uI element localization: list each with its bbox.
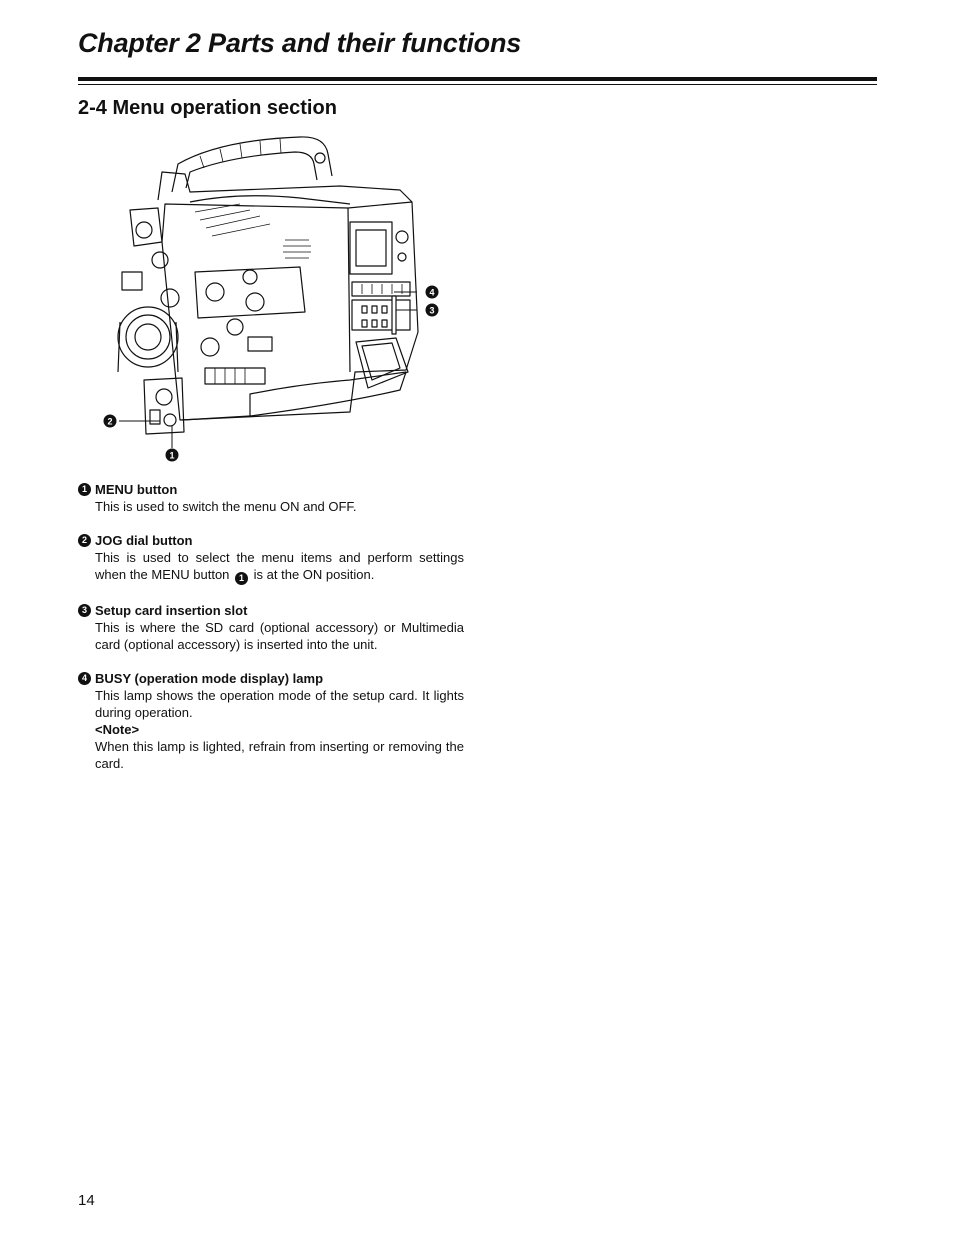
callout-1 [166, 449, 179, 462]
reference-number-badge: 1 [235, 572, 248, 585]
item-title: JOG dial button [95, 533, 193, 548]
item-title: MENU button [95, 482, 178, 497]
camera-drawing [100, 132, 445, 467]
callout-4-label: 4 [429, 287, 435, 298]
callout-2-label: 2 [107, 416, 113, 427]
header-rule-thick [78, 77, 877, 81]
item-description: This lamp shows the operation mode of the setup card. It lights during operation. [95, 688, 464, 720]
section-title: 2-4 Menu operation section [78, 97, 337, 119]
note-label: <Note> [95, 722, 140, 737]
item-number-badge: 1 [78, 483, 91, 496]
item-description-after: is at the ON position. [253, 567, 375, 582]
callout-3 [426, 304, 439, 317]
callout-2 [104, 415, 117, 428]
item-description: This is where the SD card (optional accessory) or Multimedia card (optional accessory) is inserted into the unit. [95, 620, 464, 652]
item-jog-dial-button [78, 532, 464, 585]
item-number-badge: 2 [78, 534, 91, 547]
page-number: 14 [78, 1192, 95, 1209]
callout-4 [426, 286, 439, 299]
item-list [78, 481, 464, 789]
item-description-before: This is used to select the menu items and perform settings when the MENU button [95, 550, 464, 582]
item-setup-card-slot [78, 602, 464, 653]
item-description: This is used to switch the menu ON and OFF. [95, 499, 357, 514]
callout-3-label: 3 [429, 305, 435, 316]
item-title: Setup card insertion slot [95, 603, 248, 618]
item-description [78, 549, 464, 585]
item-number-badge: 4 [78, 672, 91, 685]
camera-illustration [100, 132, 445, 467]
callout-1-label: 1 [169, 450, 175, 461]
item-busy-lamp [78, 670, 464, 772]
header-rule-thin [78, 84, 877, 85]
item-number-badge: 3 [78, 604, 91, 617]
chapter-title: Chapter 2 Parts and their functions [78, 28, 522, 58]
note-text: When this lamp is lighted, refrain from inserting or removing the card. [95, 739, 464, 771]
item-title: BUSY (operation mode display) lamp [95, 671, 324, 686]
item-menu-button [78, 481, 464, 515]
